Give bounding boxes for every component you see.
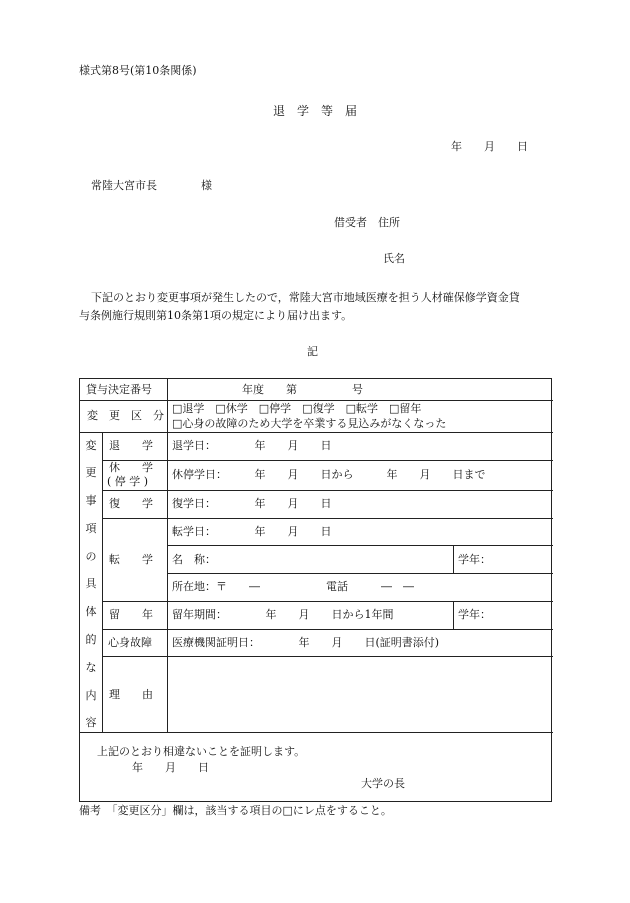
transfer-grade[interactable]: 学年： <box>458 553 491 566</box>
withdrawal-label: 退 学 <box>109 439 153 452</box>
transfer-label: 転 学 <box>109 553 153 566</box>
category-char: 容 <box>85 716 97 729</box>
illness-label: 心身故障 <box>108 636 152 649</box>
applicant-address-label: 借受者 住所 <box>334 216 400 229</box>
category-char: 事 <box>85 494 97 507</box>
category-char: の <box>85 550 97 563</box>
change-type-options-2[interactable]: □心身の故障のため大学を卒業する見込みがなくなった <box>172 417 447 430</box>
certification-date[interactable]: 年 月 日 <box>132 761 209 774</box>
reason-field[interactable] <box>172 661 547 727</box>
withdrawal-date[interactable]: 退学日： 年 月 日 <box>172 439 332 452</box>
change-form-table <box>79 378 552 802</box>
suspension-label: ( 停 学 ) <box>107 475 149 488</box>
form-title: 退 学 等 届 <box>273 104 358 118</box>
loan-number-label: 貸与決定番号 <box>86 383 152 396</box>
category-char: 的 <box>85 633 97 646</box>
category-char: な <box>85 661 97 674</box>
change-type-options-1[interactable]: □退学 □休学 □停学 □復学 □転学 □留年 <box>172 402 422 415</box>
addressee: 常陸大宮市長 様 <box>91 179 212 192</box>
reason-label: 理 由 <box>109 688 153 701</box>
return-label: 復 学 <box>109 497 153 510</box>
loan-number-value[interactable]: 年度 第 号 <box>242 383 363 396</box>
leave-label: 休 学 <box>109 461 153 474</box>
transfer-date[interactable]: 転学日： 年 月 日 <box>172 525 332 538</box>
medical-certificate-date[interactable]: 医療機関証明日： 年 月 日(証明書添付) <box>172 636 440 649</box>
ki-heading: 記 <box>307 345 318 358</box>
category-char: 体 <box>85 605 97 618</box>
category-char: 更 <box>85 466 97 479</box>
category-char: 具 <box>85 577 97 590</box>
intro-line-1: 下記のとおり変更事項が発生したので，常陸大宮市地域医療を担う人材確保修学資金貸 <box>91 291 520 304</box>
university-president-label: 大学の長 <box>361 777 405 790</box>
category-char: 内 <box>85 689 97 702</box>
return-date[interactable]: 復学日： 年 月 日 <box>172 497 332 510</box>
repeat-year-label: 留 年 <box>109 608 153 621</box>
leave-dates[interactable]: 休停学日： 年 月 日から 年 月 日まで <box>172 468 486 481</box>
remark-note: 備考 「変更区分」欄は，該当する項目の□にレ点をすること。 <box>79 804 392 817</box>
category-char: 変 <box>85 439 97 452</box>
transfer-address[interactable]: 所在地：〒 ― 電話 ― ― <box>172 580 414 593</box>
repeat-year-period[interactable]: 留年期間： 年 月 日から1年間 <box>172 608 394 621</box>
intro-line-2: 与条例施行規則第10条第1項の規定により届け出ます。 <box>79 309 353 322</box>
transfer-school-name[interactable]: 名 称： <box>172 553 216 566</box>
repeat-year-grade[interactable]: 学年： <box>458 608 491 621</box>
submission-date: 年 月 日 <box>451 140 528 153</box>
form-number: 様式第8号(第10条関係) <box>79 64 197 77</box>
certification-text: 上記のとおり相違ないことを証明します。 <box>97 745 306 758</box>
applicant-name-label: 氏名 <box>383 252 405 265</box>
change-type-label: 変 更 区 分 <box>87 409 164 422</box>
category-char: 項 <box>85 522 97 535</box>
